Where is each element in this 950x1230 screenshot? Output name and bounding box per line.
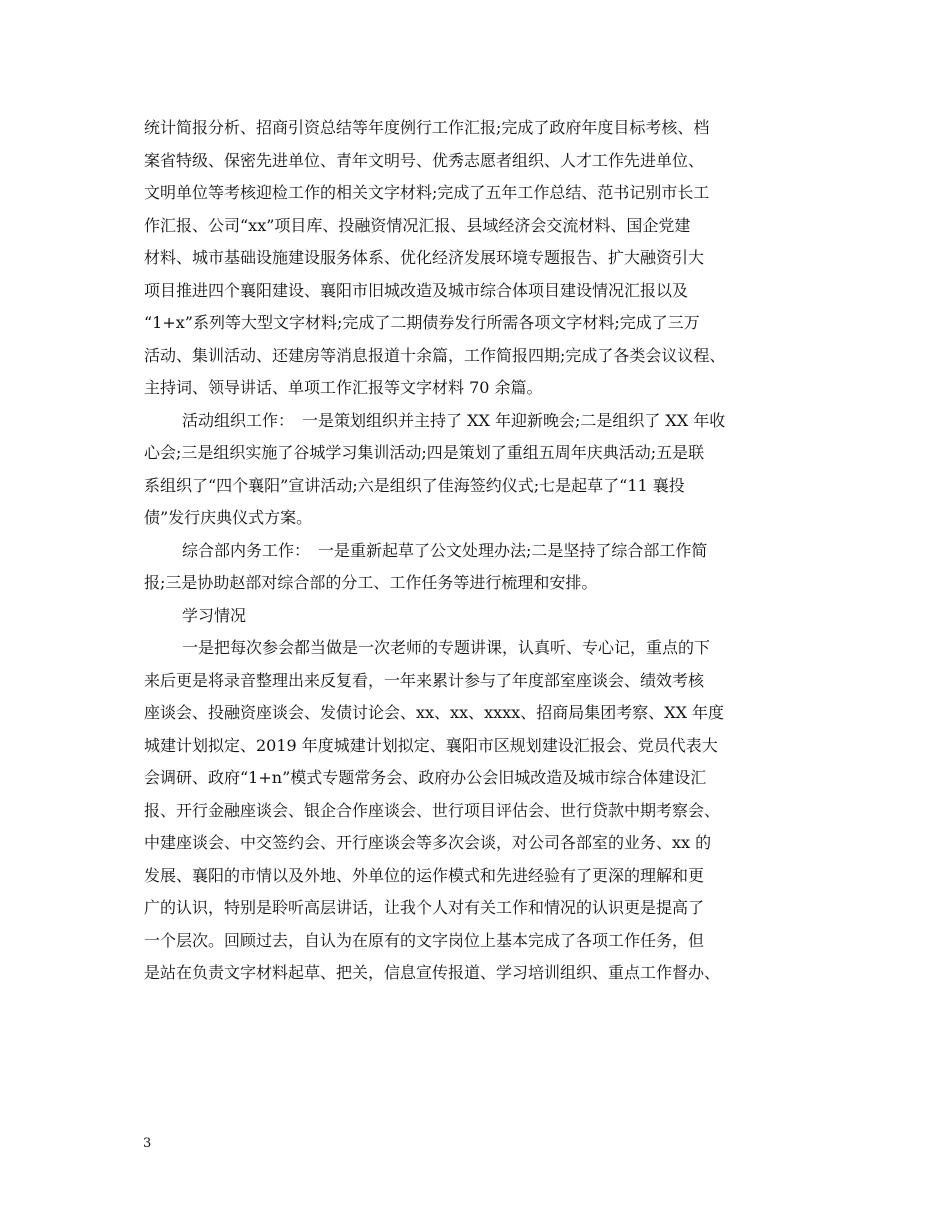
text-line: 债”发行庆典仪式方案。 (144, 508, 313, 527)
text-line: 案省特级、保密先进单位、青年文明号、优秀志愿者组织、人才工作先进单位、 (144, 150, 705, 170)
text-line: 城建计划拟定、2019 年度城建计划拟定、襄阳市区规划建设汇报会、党员代表大 (144, 735, 718, 755)
text-line: 来后更是将录音整理出来反复看，一年来累计参与了年度部室座谈会、绩效考核 (144, 670, 705, 690)
text-line: 作汇报、公司“xx”项目库、投融资情况汇报、县域经济会交流材料、国企党建 (144, 215, 691, 235)
text-line: 统计简报分析、招商引资总结等年度例行工作汇报;完成了政府年度目标考核、档 (144, 118, 710, 137)
text-line: 广的认识，特别是聆听高层讲话，让我个人对有关工作和情况的认识更是提高了 (144, 898, 705, 917)
text-line: 学习情况 (182, 605, 247, 625)
text-line: 系组织了“四个襄阳”宣讲活动;六是组织了佳海签约仪式;七是起草了“11 襄投 (144, 475, 685, 495)
text-line: 会调研、政府“1+n”模式专题常务会、政府办公会旧城改造及城市综合体建设汇 (144, 768, 707, 787)
text-line: 综合部内务工作： 一是重新起草了公文处理办法;二是坚持了综合部工作简 (182, 540, 708, 560)
text-line: 是站在负责文字材料起草、把关，信息宣传报道、学习培训组织、重点工作督办、 (144, 963, 721, 982)
text-line: 一是把每次参会都当做是一次老师的专题讲课，认真听、专心记，重点的下 (182, 638, 711, 657)
page-number: 3 (143, 1136, 152, 1151)
document-body (144, 112, 824, 990)
text-line: 发展、襄阳的市情以及外地、外单位的运作模式和先进经验有了更深的理解和更 (144, 865, 705, 885)
text-line: 文明单位等考核迎检工作的相关文字材料;完成了五年工作总结、范书记别市长工 (144, 183, 710, 202)
text-line: 项目推进四个襄阳建设、襄阳市旧城改造及城市综合体项目建设情况汇报以及 (144, 280, 689, 300)
text-line: 报、开行金融座谈会、银企合作座谈会、世行项目评估会、世行贷款中期考察会、 (144, 800, 721, 820)
text-line: 中建座谈会、中交签约会、开行座谈会等多次会谈，对公司各部室的业务、xx 的 (144, 833, 712, 852)
text-line: 活动组织工作： 一是策划组织并主持了 XX 年迎新晚会;二是组织了 XX 年收 (182, 410, 726, 430)
text-line: “1+x”系列等大型文字材料;完成了二期债券发行所需各项文字材料;完成了三万 (144, 313, 700, 332)
text-line: 心会;三是组织实施了谷城学习集训活动;四是策划了重组五周年庆典活动;五是联 (144, 443, 705, 462)
text-line: 主持词、领导讲话、单项工作汇报等文字材料 70 余篇。 (144, 378, 543, 397)
text-line: 座谈会、投融资座谈会、发债讨论会、xx、xx、xxxx、招商局集团考察、XX 年度 (144, 703, 725, 722)
text-line: 一个层次。回顾过去，自认为在原有的文字岗位上基本完成了各项工作任务，但 (144, 930, 705, 950)
text-line: 报;三是协助赵部对综合部的分工、工作任务等进行梳理和安排。 (144, 573, 598, 592)
text-line: 活动、集训活动、还建房等消息报道十余篇，工作简报四期;完成了各类会议议程、 (144, 345, 726, 365)
text-line: 材料、城市基础设施建设服务体系、优化经济发展环境专题报告、扩大融资引大 (144, 248, 705, 267)
